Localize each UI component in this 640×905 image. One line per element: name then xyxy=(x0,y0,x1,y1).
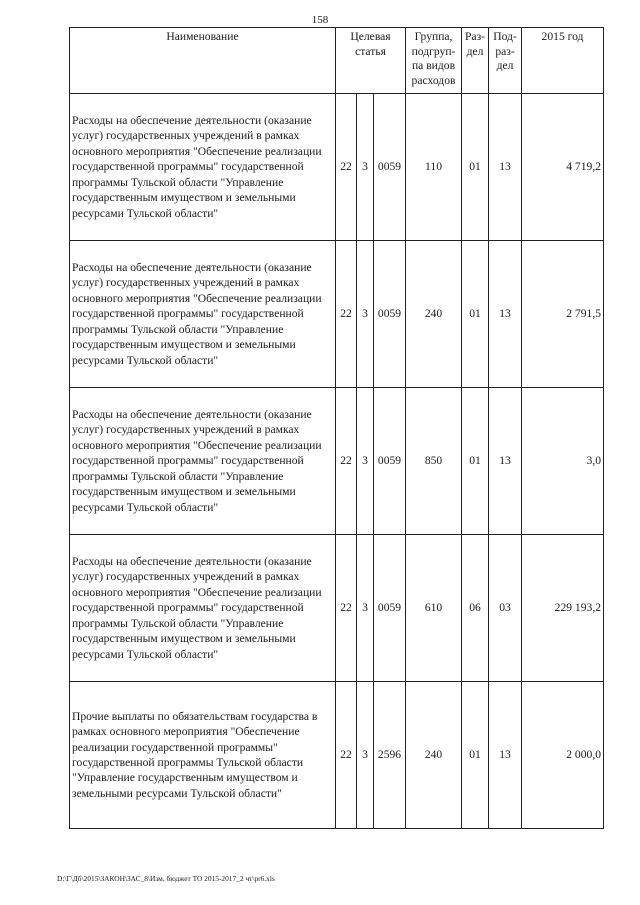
row-expense-group: 240 xyxy=(406,682,462,829)
row-section: 01 xyxy=(462,94,489,241)
row-program: 22 xyxy=(336,682,357,829)
row-name: Расходы на обеспечение деятельности (оказание услуг) государственных учреждений в рамках основного мероприятия "Обеспечение реализации государственной программы" государственной программы Тульской области "Управление государственным имуществом и земельными ресурсами Тульской области" xyxy=(70,94,336,241)
row-name: Расходы на обеспечение деятельности (оказание услуг) государственных учреждений в рамках основного мероприятия "Обеспечение реализации государственной программы" государственной программы Тульской области "Управление государственным имуществом и земельными ресурсами Тульской области" xyxy=(70,535,336,682)
row-code: 0059 xyxy=(374,535,406,682)
table-row xyxy=(70,535,604,682)
table-row xyxy=(70,241,604,388)
row-program: 22 xyxy=(336,94,357,241)
row-subsection: 03 xyxy=(489,535,522,682)
row-subprogram: 3 xyxy=(357,388,374,535)
header-target-article: Целевая статья xyxy=(336,28,406,94)
row-program: 22 xyxy=(336,241,357,388)
header-section: Раз-дел xyxy=(462,28,489,94)
row-code: 0059 xyxy=(374,94,406,241)
table-row xyxy=(70,388,604,535)
table-row xyxy=(70,94,604,241)
file-path-footer: D:\Г\Дб\2015\ЗАКОН\ЗАС_8\Изм, бюджет ТО 2015-2017_2 чт\pr6.xls xyxy=(57,874,275,883)
row-program: 22 xyxy=(336,388,357,535)
row-amount: 229 193,2 xyxy=(522,535,604,682)
row-name: Расходы на обеспечение деятельности (оказание услуг) государственных учреждений в рамках основного мероприятия "Обеспечение реализации государственной программы" государственной программы Тульской области "Управление государственным имуществом и земельными ресурсами Тульской области" xyxy=(70,241,336,388)
header-year: 2015 год xyxy=(522,28,604,94)
row-section: 01 xyxy=(462,388,489,535)
row-subsection: 13 xyxy=(489,241,522,388)
table-header-row xyxy=(70,28,604,94)
row-code: 0059 xyxy=(374,388,406,535)
page-number: 158 xyxy=(311,14,329,26)
row-amount: 2 000,0 xyxy=(522,682,604,829)
row-name: Прочие выплаты по обязательствам государства в рамках основного мероприятия "Обеспечение реализации государственной программы" государственной программы Тульской области "Управление государственным имуществом и земельными ресурсами Тульской области" xyxy=(70,682,336,829)
row-subsection: 13 xyxy=(489,682,522,829)
row-subprogram: 3 xyxy=(357,682,374,829)
row-amount: 3,0 xyxy=(522,388,604,535)
row-subprogram: 3 xyxy=(357,535,374,682)
row-name: Расходы на обеспечение деятельности (оказание услуг) государственных учреждений в рамках основного мероприятия "Обеспечение реализации государственной программы" государственной программы Тульской области "Управление государственным имуществом и земельными ресурсами Тульской области" xyxy=(70,388,336,535)
header-subsection: Под-раз-дел xyxy=(489,28,522,94)
row-code: 0059 xyxy=(374,241,406,388)
row-section: 01 xyxy=(462,241,489,388)
budget-table xyxy=(69,27,604,829)
row-subprogram: 3 xyxy=(357,94,374,241)
row-section: 01 xyxy=(462,682,489,829)
row-section: 06 xyxy=(462,535,489,682)
row-expense-group: 110 xyxy=(406,94,462,241)
header-name: Наименование xyxy=(70,28,336,94)
row-amount: 4 719,2 xyxy=(522,94,604,241)
row-subsection: 13 xyxy=(489,388,522,535)
row-expense-group: 850 xyxy=(406,388,462,535)
row-program: 22 xyxy=(336,535,357,682)
row-amount: 2 791,5 xyxy=(522,241,604,388)
row-subprogram: 3 xyxy=(357,241,374,388)
table-row xyxy=(70,682,604,829)
row-code: 2596 xyxy=(374,682,406,829)
row-expense-group: 240 xyxy=(406,241,462,388)
row-subsection: 13 xyxy=(489,94,522,241)
row-expense-group: 610 xyxy=(406,535,462,682)
header-expense-group: Группа, подгруп-па видов расходов xyxy=(406,28,462,94)
